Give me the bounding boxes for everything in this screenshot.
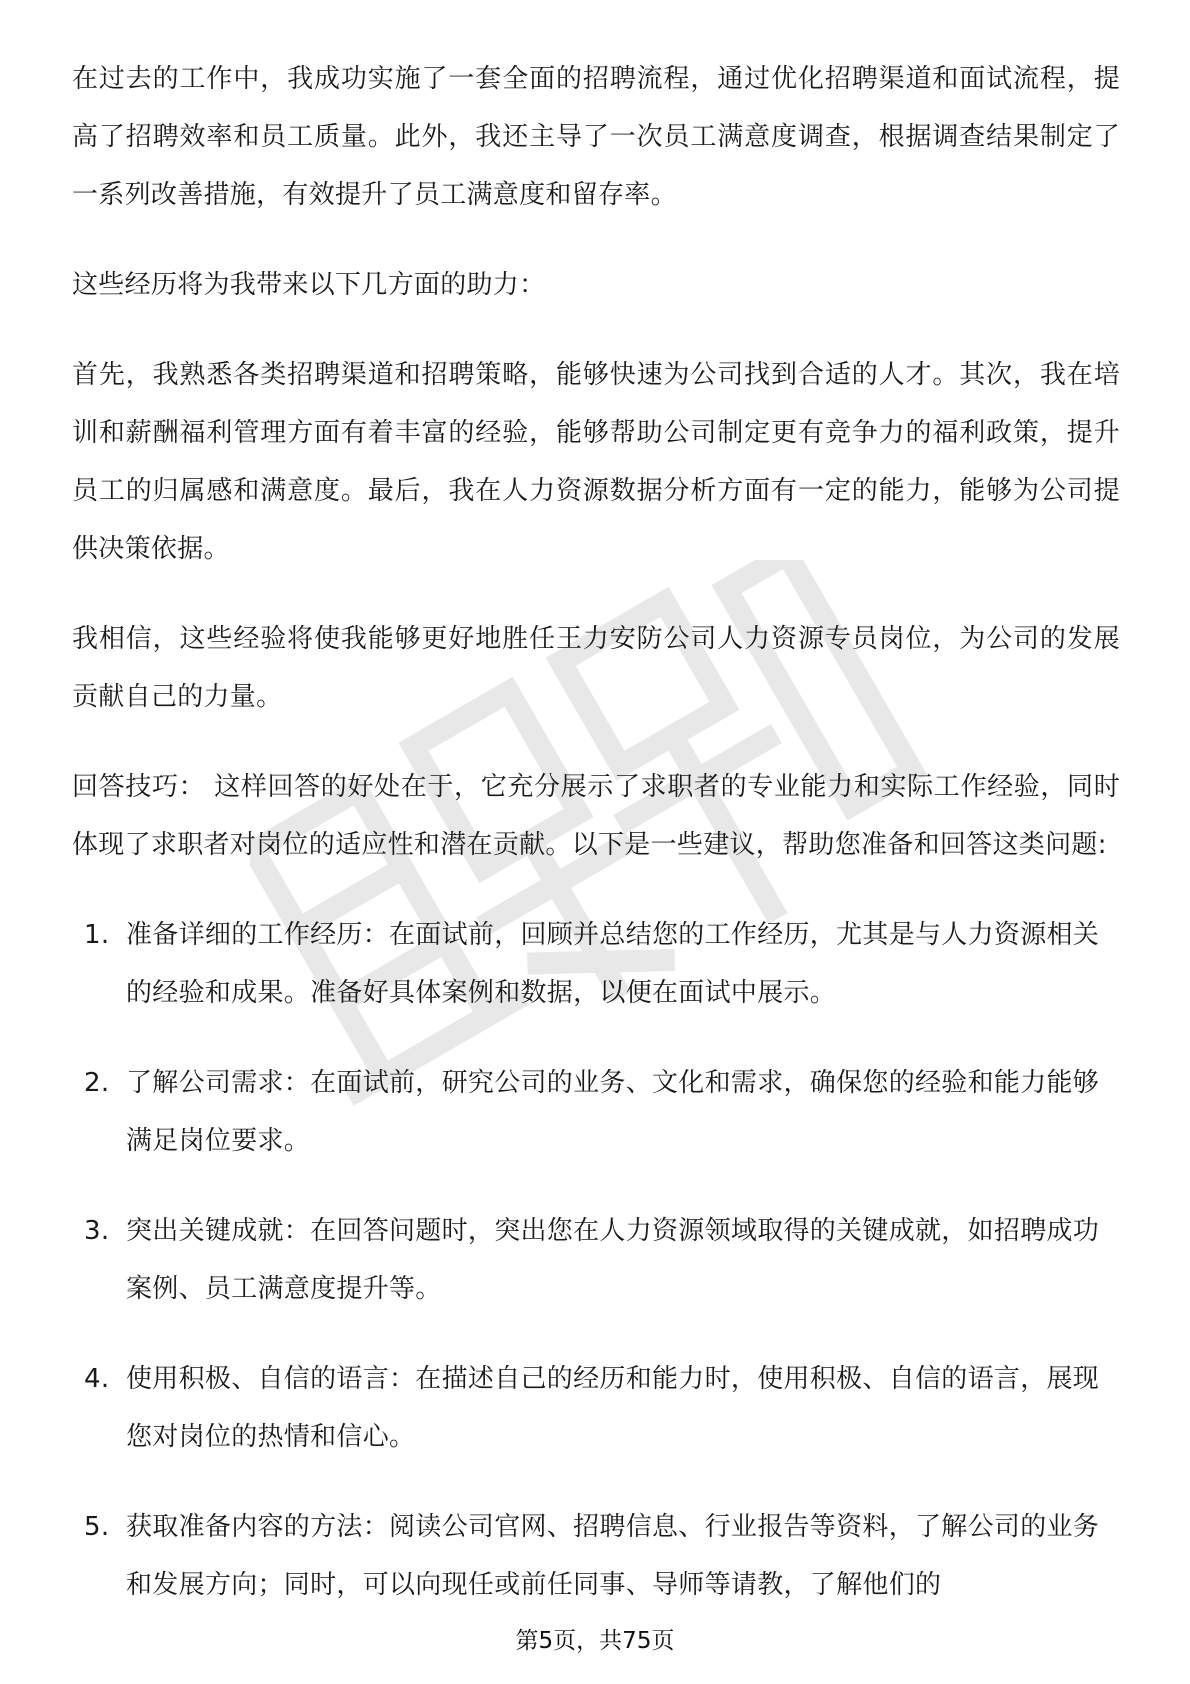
list-item-text: 使用积极、自信的语言：在描述自己的经历和能力时，使用积极、自信的语言，展现您对岗位的热情和信心。 xyxy=(126,1364,1100,1452)
list-item-number: 1. xyxy=(84,920,110,950)
page-footer xyxy=(0,1626,1190,1656)
paragraph-benefits: 首先，我熟悉各类招聘渠道和招聘策略，能够快速为公司找到合适的人才。其次，我在培训和薪酬福利管理方面有着丰富的经验，能够帮助公司制定更有竞争力的福利政策，提升员工的归属感和满意度。最后，我在人力资源数据分析方面有一定的能力，能够为公司提供决策依据。 xyxy=(72,360,1120,564)
page-number-label: 第5页，共75页 xyxy=(515,1628,675,1654)
list-item-text: 准备详细的工作经历：在面试前，回顾并总结您的工作经历，尤其是与人力资源相关的经验和成果。准备好具体案例和数据，以便在面试中展示。 xyxy=(126,920,1100,1008)
list-item-text: 获取准备内容的方法：阅读公司官网、招聘信息、行业报告等资料，了解公司的业务和发展方向；同时，可以向现任或前任同事、导师等请教，了解他们的 xyxy=(126,1512,1100,1600)
paragraph-answer-tips: 回答技巧： 这样回答的好处在于，它充分展示了求职者的专业能力和实际工作经验，同时体现了求职者对岗位的适应性和潜在贡献。以下是一些建议，帮助您准备和回答这类问题: xyxy=(72,772,1120,860)
list-item xyxy=(72,1350,1120,1466)
list-item-number: 3. xyxy=(84,1216,110,1246)
list-item xyxy=(72,906,1120,1022)
list-item xyxy=(72,1202,1120,1318)
list-item-number: 4. xyxy=(84,1364,110,1394)
list-item-number: 5. xyxy=(84,1512,110,1542)
paragraph-conclusion: 我相信，这些经验将使我能够更好地胜任王力安防公司人力资源专员岗位，为公司的发展贡献自己的力量。 xyxy=(72,624,1120,712)
paragraph-benefits-intro: 这些经历将为我带来以下几方面的助力： xyxy=(72,270,546,300)
paragraph-experience: 在过去的工作中，我成功实施了一套全面的招聘流程，通过优化招聘渠道和面试流程，提高了招聘效率和员工质量。此外，我还主导了一次员工满意度调查，根据调查结果制定了一系列改善措施，有效提升了员工满意度和留存率。 xyxy=(72,64,1120,210)
list-item-text: 突出关键成就：在回答问题时，突出您在人力资源领域取得的关键成就，如招聘成功案例、员工满意度提升等。 xyxy=(126,1216,1100,1304)
list-item-number: 2. xyxy=(84,1068,110,1098)
list-item-text: 了解公司需求：在面试前，研究公司的业务、文化和需求，确保您的经验和能力能够满足岗位要求。 xyxy=(126,1068,1100,1156)
tips-list xyxy=(72,906,1120,1614)
list-item xyxy=(72,1054,1120,1170)
list-item xyxy=(72,1498,1120,1614)
main-content xyxy=(72,50,1120,1646)
